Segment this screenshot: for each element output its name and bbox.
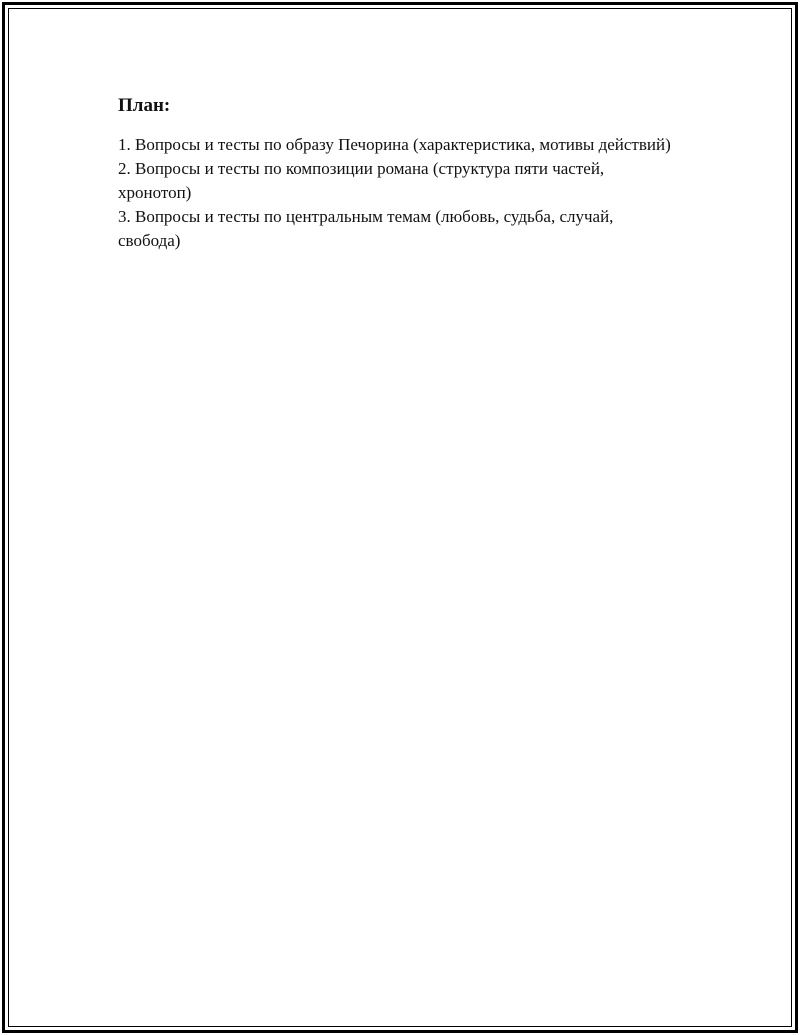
plan-item-1: 1. Вопросы и тесты по образу Печорина (характеристика, мотивы действий) (118, 135, 671, 154)
plan-item-2: 2. Вопросы и тесты по композиции романа (структура пяти частей, хронотоп) (118, 159, 605, 202)
plan-item-3: 3. Вопросы и тесты по центральным темам (любовь, судьба, случай, свобода) (118, 207, 614, 250)
plan-list (118, 133, 678, 253)
plan-heading: План: (118, 95, 171, 116)
page-content (118, 93, 678, 253)
